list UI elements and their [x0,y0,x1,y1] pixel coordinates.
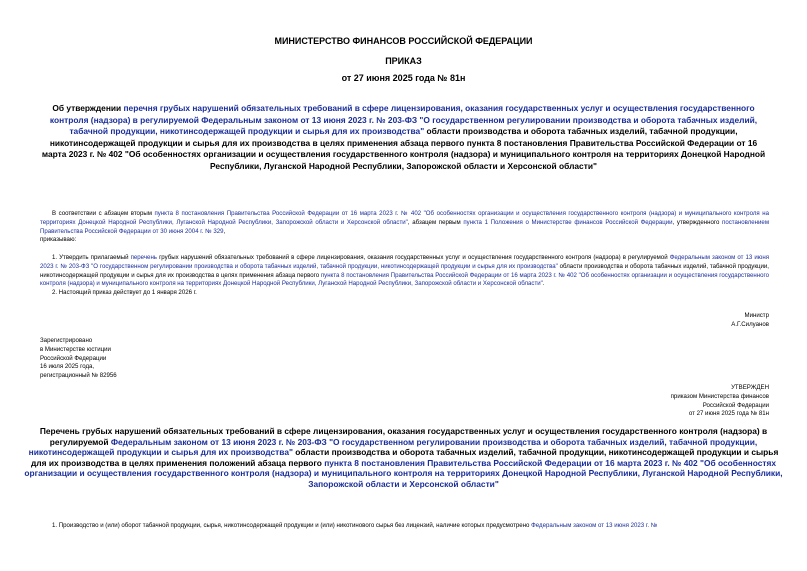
item-1-text-c: области производства и оборота табачных изделий, табачной продукции, никотинсодержащей продукции и сырья для их производства в целях применения абзаца первого [40,262,769,279]
preamble-text-2: , абзацем первым [407,218,464,226]
order-items [40,254,769,298]
item-1 [40,254,769,289]
ministry-heading: МИНИСТЕРСТВО ФИНАНСОВ РОССИЙСКОЙ ФЕДЕРАЦИИ [274,36,533,46]
list-item-1 [40,522,769,531]
item-1-link-list[interactable]: перечень [130,254,157,261]
registration-line-2: в Министерстве юстиции [40,345,111,353]
doc-type-heading: ПРИКАЗ [385,56,422,66]
preamble-link-resolution-329[interactable]: постановлением Правительства Российской Федерации от 30 июня 2004 г. № 329 [40,218,770,235]
signature-block [731,312,769,330]
list-title-text-2: области производства и оборота табачных изделий, табачной продукции, никотинсодержащей продукции и сырья для их производства в целях применения положений абзаца первого [30,447,779,468]
registration-line-1: Зарегистрировано [40,337,93,344]
order-word: приказываю: [40,236,77,244]
item-2: 2. Настоящий приказ действует до 1 января 2026 г. [52,289,197,297]
approval-block [671,384,769,419]
preamble-text-1: В соответствии с абзацем вторым [52,210,155,217]
item-1-text-a: 1. Утвердить прилагаемый [52,254,131,261]
item-1-text-d: . [542,280,545,288]
doc-date-heading: от 27 июня 2025 года № 81н [341,73,466,83]
signature-name: А.Г.Силуанов [731,320,769,328]
item-1-text-b: грубых нарушений обязательных требований в сфере лицензирования, оказания государственных услуг и осуществления государственного контроля (надзора) в регулируемой [156,254,670,261]
title-text-2: области производства и оборота табачных изделий, табачной продукции, никотинсодержащей продукции и сырья для их производства в целях применения абзаца первого пункта 8 постановления Правительства Российской Федерации от 16 марта 2023 г. № 402 "Об особенностях организации и осуществления государственного контроля (надзора) и муниципального контроля на территориях Донецкой Народной Республики, Луганской Народной Республики, Запорожской области и Херсонской области" [41,126,766,171]
title-text-1: Об утверждении [52,103,124,113]
list-title-text-1: Перечень грубых нарушений обязательных требований в сфере лицензирования, оказания государственных услуг и осуществления государственного контроля (надзора) в регулируемой [39,426,768,447]
approval-line-2: приказом Министерства финансов [670,392,769,400]
list-item-1-text: 1. Производство и (или) оборот табачной продукции, сырья, никотинсодержащей продукции и (или) никотинового сырья без лицензий, наличие которых предусмотрено [52,522,532,529]
registration-line-5: регистрационный № 82956 [40,372,117,380]
list-title-link-law-203[interactable]: Федеральным законом от 13 июня 2023 г. № 203-ФЗ "О государственном регулировании производства и оборота табачных изделий, табачной продукции, никотинсодержащей продукции и сырья для их производства" [28,436,758,458]
preamble-link-regulation[interactable]: пункта 1 Положения о Министерстве финансов Российской Федерации [463,218,673,226]
preamble-text-4: , [223,227,226,235]
approval-line-4: от 27 июня 2025 года № 81н [688,410,769,418]
order-title [40,103,767,173]
list-item-1-paragraph [40,522,769,531]
title-link-list[interactable]: перечня грубых нарушений обязательных требований в сфере лицензирования, оказания государственных услуг и осуществления государственного контроля (надзора) в регулируемой Федеральным законом от 13 июня 2023 г. № 203-ФЗ "О государственном регулировании производства и оборота табачных изделий, табачной продукции, никотинсодержащей продукции и сырья для их производства" [49,103,758,137]
signature-position: Министр [744,312,769,319]
registration-line-4: 16 июля 2025 года, [40,363,95,371]
registration-block [40,337,117,381]
registration-line-3: Российской Федерации [40,354,107,362]
preamble-link-resolution-402[interactable]: пункта 8 постановления Правительства Российской Федерации от 16 марта 2023 г. № 402 "Об особенностях организации и осуществления государственного контроля (надзора) и муниципального контроля на территориях Донецкой Народной Республики, Луганской Народной Республики, Запорожской области и Херсонской области" [40,210,769,226]
item-1-link-resolution-402[interactable]: пункта 8 постановления Правительства Российской Федерации от 16 марта 2023 г. № 402 "Об особенностях организации и осуществления государственного контроля (надзора) и муниципального контроля на территориях Донецкой Народной Республики, Луганской Народной Республики, Запорожской области и Херсонской области" [40,271,769,288]
preamble-paragraph [40,210,769,236]
list-title-link-resolution-402[interactable]: пункта 8 постановления Правительства Российской Федерации от 16 марта 2023 г. № 402 "Об особенностях организации и осуществления государственного контроля (надзора) и муниципального контроля на территориях Донецкой Народной Республики, Луганской Народной Республики, Запорожской области и Херсонской области" [24,457,783,489]
approval-line-1: УТВЕРЖДЕН [731,384,769,391]
list-item-1-link-law[interactable]: Федеральным законом от 13 июня 2023 г. № [531,522,658,529]
preamble [40,210,769,245]
approval-line-3: Российской Федерации [702,401,769,409]
item-1-link-law-203[interactable]: Федеральным законом от 13 июня 2023 г. № 203-ФЗ "О государственном регулировании производства и оборота табачных изделий, табачной продукции, никотинсодержащей продукции и сырья для их производства" [40,254,770,270]
list-title [20,426,787,490]
preamble-text-3: , утвержденного [672,218,723,226]
